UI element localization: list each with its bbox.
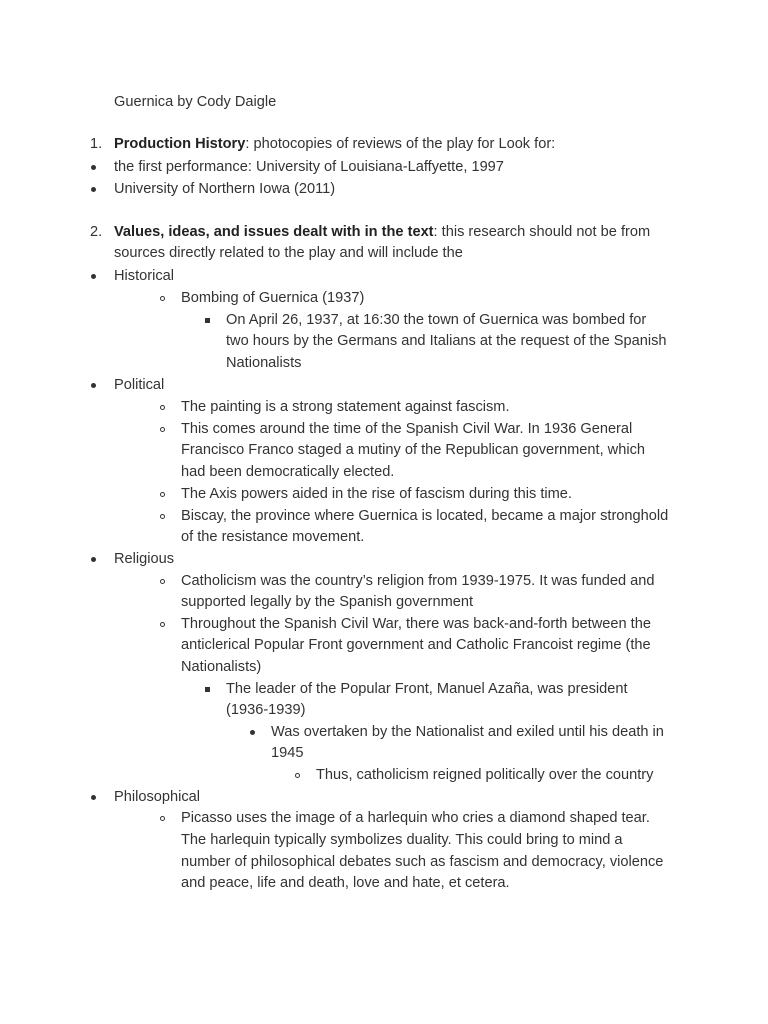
list-item: Biscay, the province where Guernica is located, became a major stronghold (181, 508, 669, 524)
list-item: The leader of the Popular Front, Manuel Azaña, was president (226, 681, 628, 697)
list-item: The painting is a strong statement against fascism. (181, 399, 510, 415)
list-item-continued: had been democratically elected. (181, 464, 395, 480)
square-bullet-icon (205, 318, 210, 323)
bullet-icon (91, 274, 96, 279)
list-item-continued: The harlequin typically symbolizes duality. This could bring to mind a (181, 832, 623, 848)
list-item-continued: Nationalists (226, 355, 302, 371)
list-item-continued: two hours by the Germans and Italians at the request of the Spanish (226, 333, 667, 349)
circle-bullet-icon (160, 622, 165, 627)
bullet-icon (91, 383, 96, 388)
list-number: 2. (90, 224, 103, 240)
category-label: Philosophical (114, 789, 200, 805)
circle-bullet-icon (160, 816, 165, 821)
list-item-continued: and peace, life and death, love and hate, et cetera. (181, 875, 510, 891)
bullet-icon (91, 795, 96, 800)
square-bullet-icon (205, 687, 210, 692)
list-item-continued: of the resistance movement. (181, 529, 365, 545)
list-item-continued: supported legally by the Spanish government (181, 594, 474, 610)
list-item-continued: anticlerical Popular Front government and Catholic Francoist regime (the (181, 637, 651, 653)
section-heading: Production History (114, 136, 246, 152)
circle-bullet-icon (295, 773, 300, 778)
list-item-continued: Nationalists) (181, 659, 262, 675)
list-item: Catholicism was the country’s religion from 1939-1975. It was funded and (181, 573, 655, 589)
bullet-icon (250, 730, 255, 735)
section-text: : this research should not be from (433, 224, 651, 240)
section-2-line (114, 222, 650, 243)
section-1-line (114, 134, 555, 155)
bullet-icon (91, 557, 96, 562)
category-label: Historical (114, 268, 175, 284)
list-number: 1. (90, 136, 103, 152)
circle-bullet-icon (160, 296, 165, 301)
section-heading: Values, ideas, and issues dealt with in the text (114, 224, 434, 240)
category-label: Religious (114, 551, 175, 567)
bullet-icon (91, 165, 96, 170)
list-item: University of Northern Iowa (2011) (114, 181, 336, 197)
list-item: Thus, catholicism reigned politically over the country (316, 767, 654, 783)
list-item: Was overtaken by the Nationalist and exiled until his death in (271, 724, 664, 740)
list-item: Picasso uses the image of a harlequin who cries a diamond shaped tear. (181, 810, 650, 826)
circle-bullet-icon (160, 405, 165, 410)
list-item: Throughout the Spanish Civil War, there was back-and-forth between the (181, 616, 651, 632)
circle-bullet-icon (160, 514, 165, 519)
list-item: This comes around the time of the Spanish Civil War. In 1936 General (181, 421, 633, 437)
section-text: sources directly related to the play and will include the (114, 245, 463, 261)
list-item: The Axis powers aided in the rise of fascism during this time. (181, 486, 572, 502)
circle-bullet-icon (160, 427, 165, 432)
document-title: Guernica by Cody Daigle (114, 94, 277, 110)
category-label: Political (114, 377, 165, 393)
list-item: Bombing of Guernica (1937) (181, 290, 365, 306)
list-item-continued: Francisco Franco staged a mutiny of the Republican government, which (181, 442, 645, 458)
section-text: : photocopies of reviews of the play for Look for: (245, 136, 556, 152)
list-item-continued: (1936-1939) (226, 702, 306, 718)
list-item-continued: 1945 (271, 745, 304, 761)
list-item: the first performance: University of Louisiana-Laffyette, 1997 (114, 159, 504, 175)
circle-bullet-icon (160, 492, 165, 497)
list-item-continued: number of philosophical debates such as fascism and democracy, violence (181, 854, 664, 870)
bullet-icon (91, 187, 96, 192)
list-item: On April 26, 1937, at 16:30 the town of Guernica was bombed for (226, 312, 647, 328)
circle-bullet-icon (160, 579, 165, 584)
